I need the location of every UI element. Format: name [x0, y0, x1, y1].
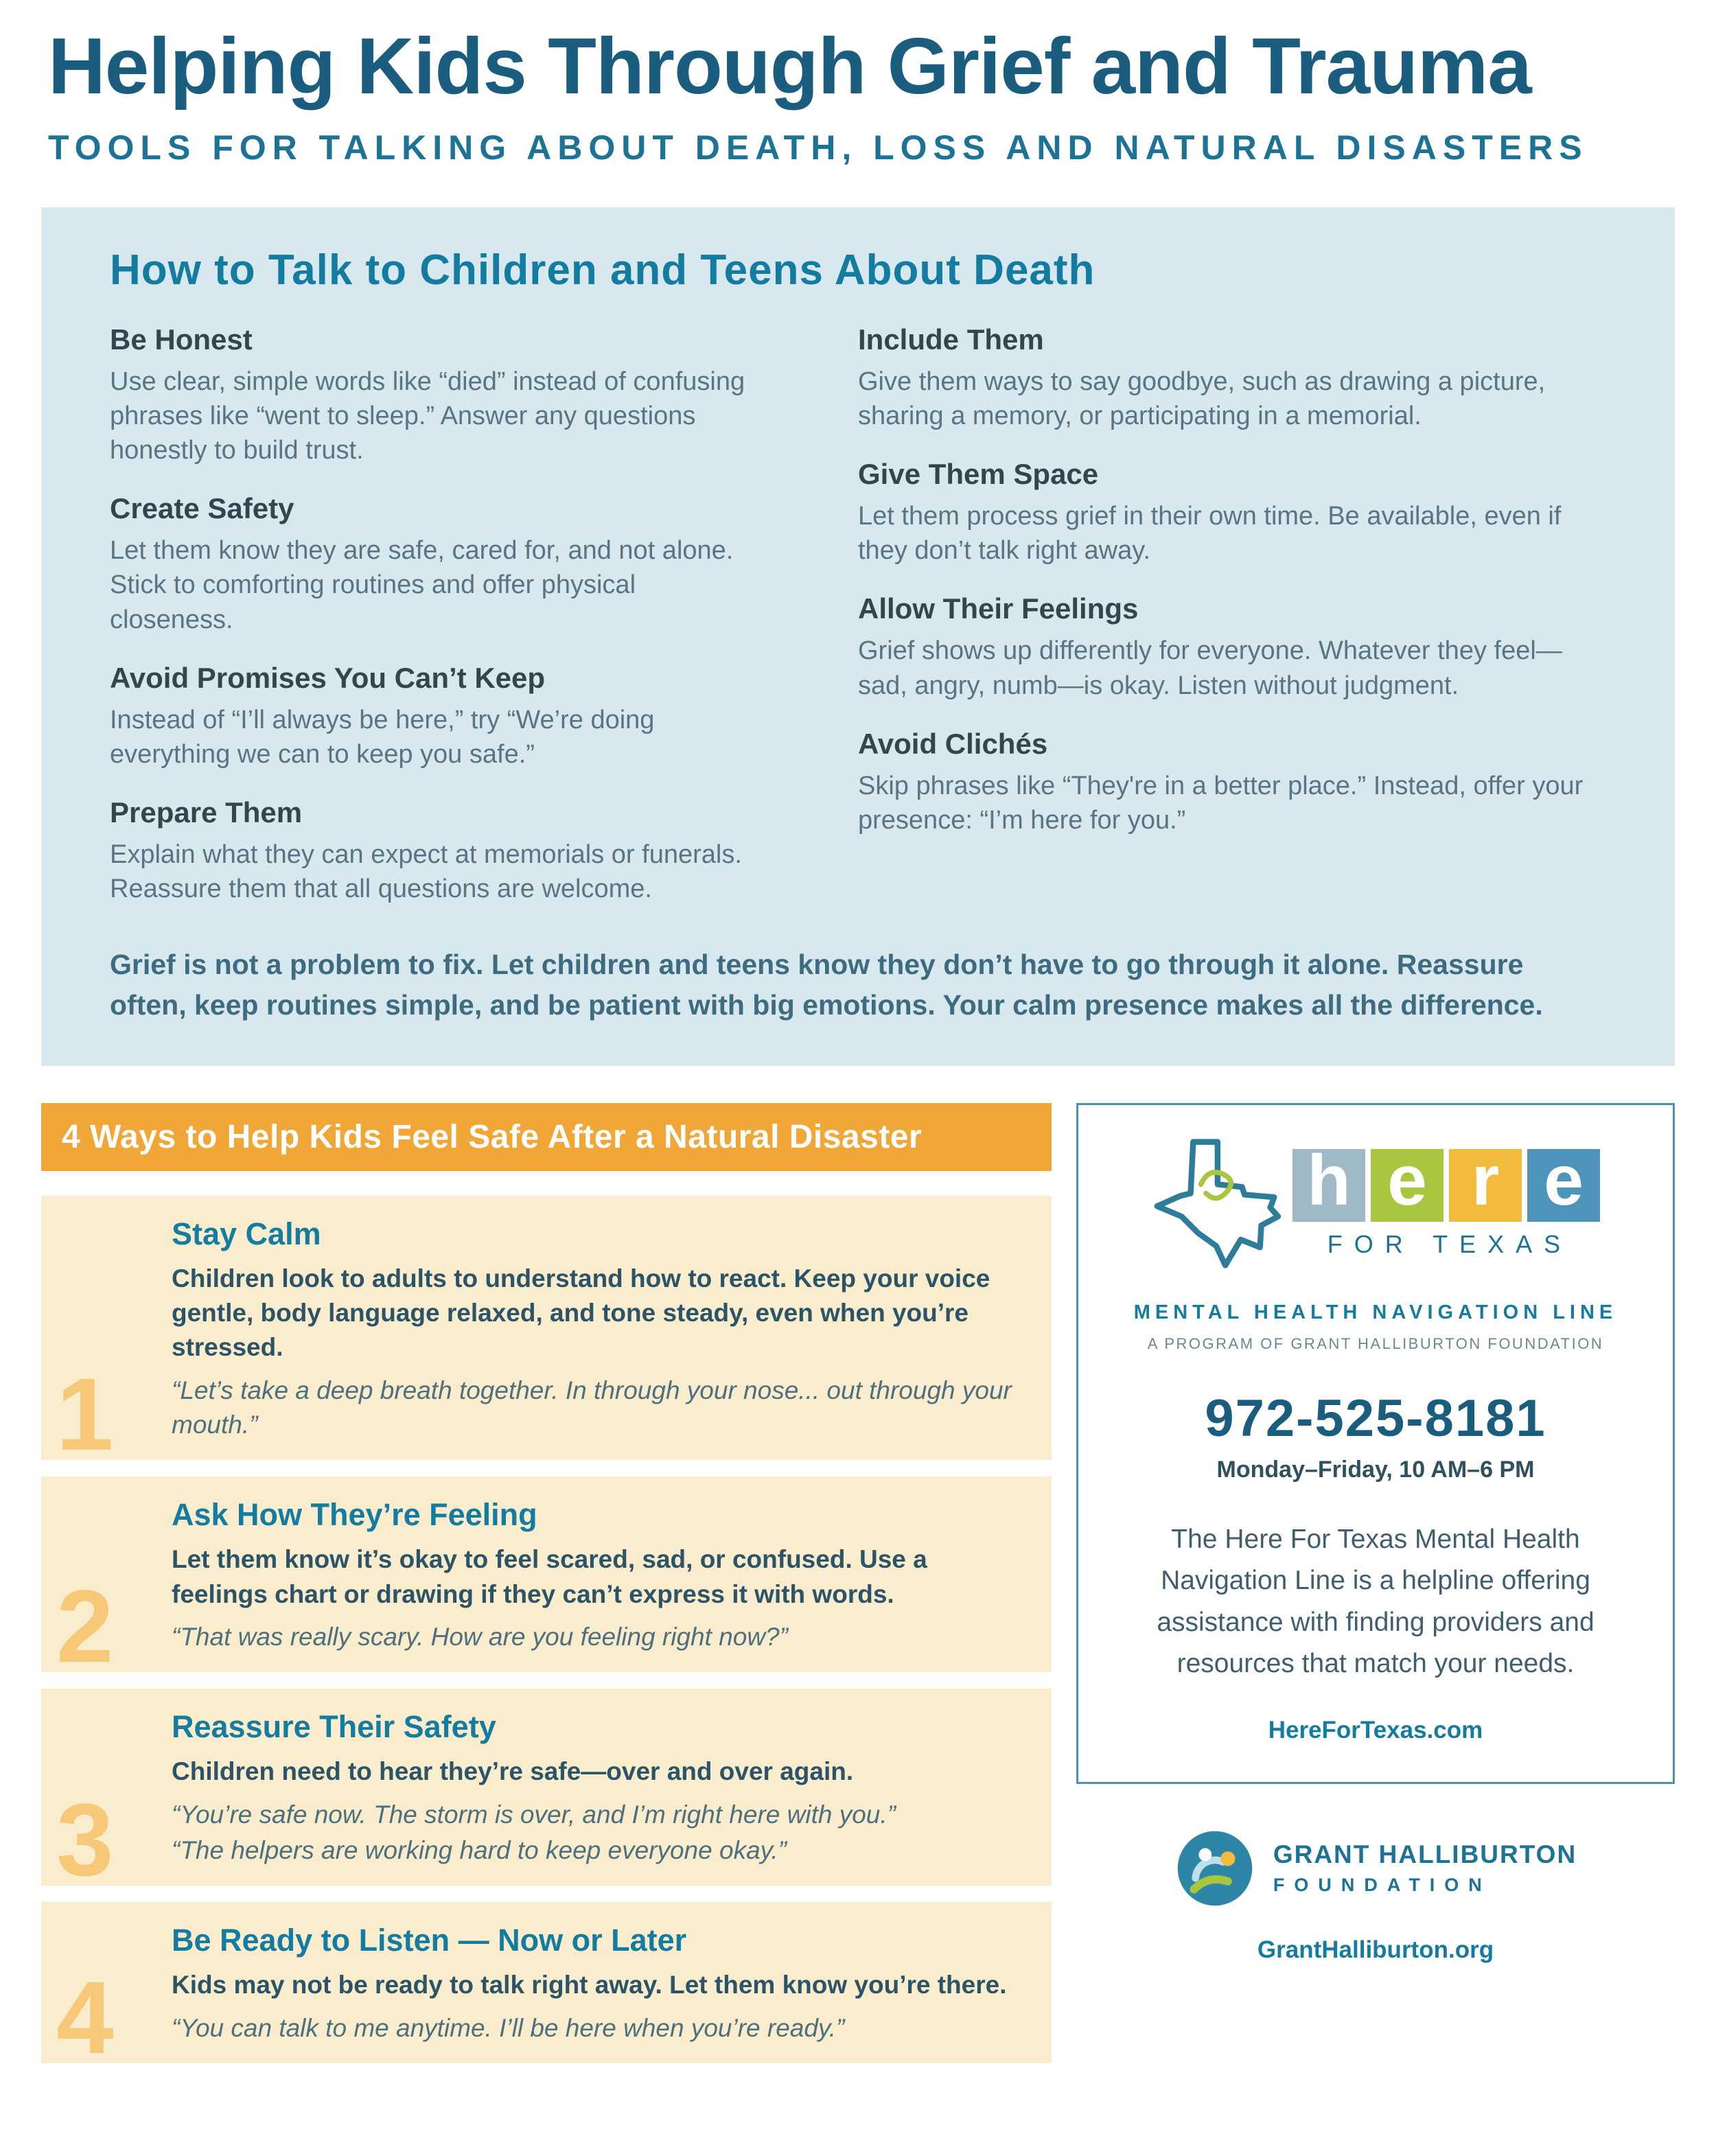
helpline-description: The Here For Texas Mental Health Navigation Line is a helpline offering assistance with finding providers and resources that match your needs.: [1157, 1524, 1595, 1679]
way-title: Stay Calm: [172, 1216, 321, 1251]
talk-item-body: Let them know they are safe, cared for, and not alone. Stick to comforting routines and offer physical closeness.: [110, 536, 734, 634]
talk-column-right: [858, 323, 1606, 907]
ways-section: [41, 1103, 1052, 2075]
talk-item-avoid-cliches: [858, 728, 1606, 837]
way-quote: “That was really scary. How are you feeling right now?”: [172, 1622, 788, 1651]
way-item-4: [41, 1902, 1052, 2075]
here-for-texas-website-link[interactable]: HereForTexas.com: [1268, 1716, 1483, 1743]
way-number: 3: [56, 1782, 114, 1898]
talk-item-title: Prepare Them: [110, 796, 303, 829]
foundation-lockup: [1076, 1828, 1675, 1909]
talk-item-title: Avoid Clichés: [858, 727, 1048, 760]
here-for-texas-logo: [1109, 1138, 1643, 1279]
talk-item-body: Instead of “I’ll always be here,” try “We’re doing everything we can to keep you safe.”: [110, 705, 655, 769]
way-body: Kids may not be ready to talk right away. Let them know you’re there.: [172, 1971, 1007, 1999]
talk-item-body: Skip phrases like “They're in a better place.” Instead, offer your presence: “I’m here for you.”: [858, 771, 1584, 835]
talk-item-prepare-them: [110, 796, 755, 906]
here-letter-tile: e: [1371, 1149, 1443, 1222]
way-item-3: [41, 1689, 1052, 1898]
talk-item-title: Be Honest: [110, 323, 253, 356]
way-quote: “Let’s take a deep breath together. In through your nose... out through your mouth.”: [172, 1376, 1012, 1439]
way-title: Ask How They’re Feeling: [172, 1497, 537, 1533]
talk-item-create-safety: [110, 492, 755, 636]
page-subtitle: TOOLS FOR TALKING ABOUT DEATH, LOSS AND NATURAL DISASTERS: [48, 128, 1588, 167]
way-title: Reassure Their Safety: [172, 1709, 496, 1745]
texas-outline-icon: [1151, 1138, 1282, 1279]
way-quote: “You can talk to me anytime. I’ll be here when you’re ready.”: [172, 2013, 845, 2042]
talk-columns: [110, 323, 1606, 907]
talk-item-include-them: [858, 323, 1606, 433]
talk-section: [41, 207, 1675, 1066]
foundation-website-link[interactable]: GrantHalliburton.org: [1257, 1936, 1494, 1963]
here-letter-tile: h: [1292, 1149, 1365, 1222]
helpline-hours: Monday–Friday, 10 AM–6 PM: [1216, 1456, 1535, 1483]
way-number: 1: [56, 1356, 114, 1472]
talk-item-body: Explain what they can expect at memorials or funerals. Reassure them that all questions are welcome.: [110, 840, 742, 904]
way-title: Be Ready to Listen — Now or Later: [172, 1923, 687, 1958]
talk-item-give-them-space: [858, 458, 1606, 568]
way-body: Children need to hear they’re safe—over and over again.: [172, 1757, 854, 1786]
talk-closing-note: Grief is not a problem to fix. Let children and teens know they don’t have to go through it alone. Reassure often, keep routines simple, and be patient with big emotions. Your calm presence makes all the difference.: [110, 949, 1543, 1021]
here-letter-tile: e: [1527, 1149, 1600, 1222]
for-texas-label: FOR TEXAS: [1327, 1229, 1573, 1258]
way-item-2: [41, 1476, 1052, 1684]
talk-item-avoid-promises: [110, 662, 755, 772]
page-title: Helping Kids Through Grief and Trauma: [48, 21, 1531, 111]
here-for-texas-box: [1076, 1103, 1675, 1784]
grant-halliburton-foundation-logo-icon: [1174, 1828, 1255, 1909]
helpline-phone-number[interactable]: 972-525-8181: [1205, 1389, 1546, 1448]
talk-item-body: Use clear, simple words like “died” instead of confusing phrases like “went to sleep.” Answer any questions honestly to build trust.: [110, 367, 745, 465]
talk-column-left: [110, 323, 755, 907]
way-number: 2: [56, 1568, 114, 1684]
talk-item-title: Avoid Promises You Can’t Keep: [110, 661, 546, 694]
talk-item-allow-their-feelings: [858, 592, 1606, 702]
here-letter-tiles: [1292, 1140, 1600, 1222]
foundation-name-line1: GRANT HALLIBURTON: [1273, 1840, 1577, 1869]
way-number: 4: [56, 1959, 114, 2075]
talk-item-body: Give them ways to say goodbye, such as drawing a picture, sharing a memory, or participating in a memorial.: [858, 367, 1546, 430]
way-body: Children look to adults to understand how to react. Keep your voice gentle, body language relaxed, and tone steady, even when you’re stressed.: [172, 1264, 990, 1362]
way-quote: “You’re safe now. The storm is over, and I’m right here with you.”: [172, 1800, 896, 1829]
talk-item-title: Create Safety: [110, 492, 294, 525]
talk-item-be-honest: [110, 323, 755, 467]
bottom-area: [41, 1103, 1675, 2075]
talk-item-body: Let them process grief in their own time. Be available, even if they don’t talk right away.: [858, 502, 1562, 566]
flyer-header: [41, 21, 1675, 167]
program-attribution: A PROGRAM OF GRANT HALLIBURTON FOUNDATION: [1147, 1334, 1604, 1352]
way-body: Let them know it’s okay to feel scared, sad, or confused. Use a feelings chart or drawing if they can’t express it with words.: [172, 1545, 927, 1608]
foundation-name: [1273, 1840, 1577, 1896]
here-wordmark: [1292, 1140, 1600, 1259]
ways-section-heading: 4 Ways to Help Kids Feel Safe After a Natural Disaster: [41, 1103, 1052, 1171]
talk-section-heading: How to Talk to Children and Teens About Death: [110, 246, 1095, 294]
talk-item-title: Include Them: [858, 323, 1044, 356]
way-item-1: [41, 1196, 1052, 1472]
talk-item-title: Allow Their Feelings: [858, 592, 1139, 625]
talk-item-body: Grief shows up differently for everyone. Whatever they feel—sad, angry, numb—is okay. Listen without judgment.: [858, 636, 1562, 700]
here-letter-tile: r: [1449, 1149, 1522, 1222]
info-column: [1076, 1103, 1675, 2063]
navigation-line-tagline: MENTAL HEALTH NAVIGATION LINE: [1133, 1301, 1618, 1323]
way-quote: “The helpers are working hard to keep everyone okay.”: [172, 1835, 787, 1864]
talk-item-title: Give Them Space: [858, 458, 1099, 491]
foundation-name-line2: FOUNDATION: [1273, 1875, 1492, 1896]
